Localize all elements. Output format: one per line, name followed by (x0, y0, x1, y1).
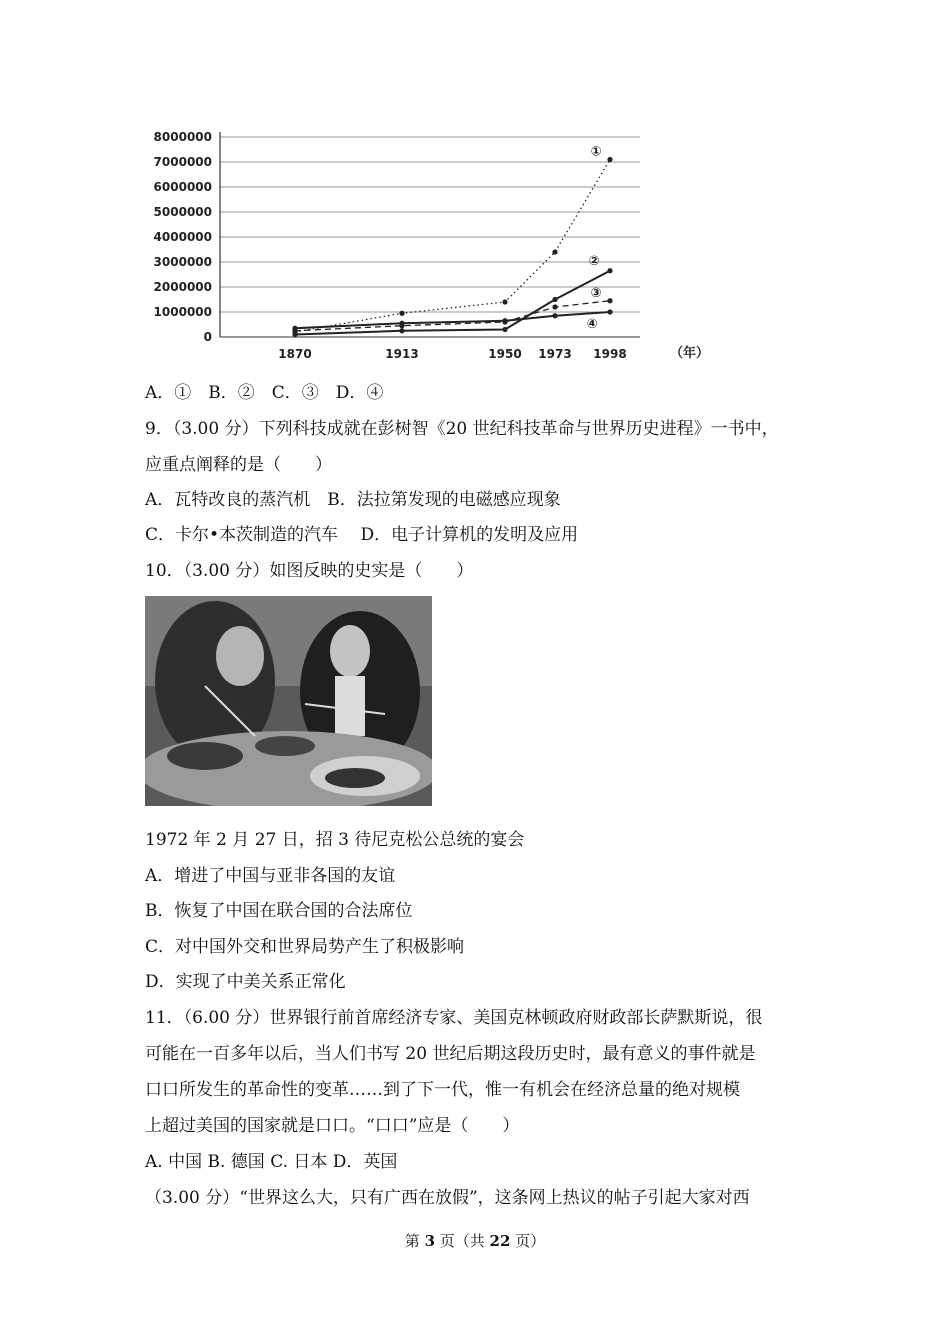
series-point (399, 321, 404, 326)
q12-stem-line1: （3.00 分）“世界这么大，只有广西在放假”，这条网上热议的帖子引起大家对西 (145, 1188, 750, 1208)
series-point (399, 328, 404, 333)
series-point (502, 299, 507, 304)
q10-stem: 10．（3.00 分）如图反映的史实是（ ） (145, 561, 474, 581)
series-point (552, 249, 557, 254)
series-point (502, 327, 507, 332)
q11-stem-line2: 可能在一百多年以后，当人们书写 20 世纪后期这段历史时，最有意义的事件就是 (145, 1044, 756, 1064)
q9-options-ab: A．瓦特改良的蒸汽机 B．法拉第发现的电磁感应现象 (145, 490, 561, 510)
series-label-1: ① (590, 144, 602, 160)
x-tick-label: 1998 (593, 347, 627, 361)
y-tick-label: 5000000 (153, 205, 212, 219)
q11-stem-line1: 11．（6.00 分）世界银行前首席经济专家、美国克林顿政府财政部长萨默斯说，很 (145, 1008, 763, 1028)
y-tick-label: 2000000 (153, 280, 212, 294)
chart-series (292, 157, 612, 337)
series-point (607, 298, 612, 303)
q8-options: A．① B．② C．③ D．④ (145, 383, 384, 403)
page-footer (0, 1230, 950, 1251)
series-point (552, 313, 557, 318)
series-label-2: ② (588, 253, 600, 269)
series-point (607, 309, 612, 314)
q10-option-b: B．恢复了中国在联合国的合法席位 (145, 901, 413, 921)
footer-prefix: 第 (404, 1232, 425, 1250)
chart-grid (220, 132, 640, 337)
y-tick-label: 1000000 (153, 305, 212, 319)
series-point (399, 311, 404, 316)
series-line-2 (295, 271, 610, 335)
y-tick-label: 7000000 (153, 155, 212, 169)
series-labels (586, 145, 601, 333)
x-tick-label: 1870 (278, 347, 312, 361)
x-tick-label: 1950 (488, 347, 522, 361)
q11-stem-line4: 上超过美国的国家就是口口。“口口”应是（ ） (145, 1116, 520, 1136)
y-tick-label: 3000000 (153, 255, 212, 269)
footer-suffix: 页） (510, 1232, 546, 1250)
footer-total-pages: 22 (489, 1232, 511, 1250)
y-tick-label: 6000000 (153, 180, 212, 194)
gdp-line-chart (140, 122, 720, 370)
q10-photo-caption: 1972 年 2 月 27 日，招 3 待尼克松公总统的宴会 (145, 830, 525, 850)
series-point (607, 157, 612, 162)
q10-option-d: D．实现了中美关系正常化 (145, 972, 346, 992)
banquet-photo-drawing (145, 596, 432, 806)
x-tick-label: 1913 (385, 347, 419, 361)
series-point (552, 304, 557, 309)
y-axis-ticks (154, 130, 212, 344)
series-point (552, 297, 557, 302)
q10-option-c: C．对中国外交和世界局势产生了积极影响 (145, 937, 465, 957)
x-axis-unit: （年） (670, 346, 710, 361)
y-tick-label: 4000000 (153, 230, 212, 244)
q11-stem-line3: 口口所发生的革命性的变革……到了下一代，惟一有机会在经济总量的绝对规模 (145, 1080, 740, 1100)
series-point (502, 318, 507, 323)
x-axis-ticks (278, 347, 626, 361)
q9-stem-line2: 应重点阐释的是（ ） (145, 455, 332, 475)
y-tick-label: 8000000 (153, 130, 212, 144)
x-tick-label: 1973 (538, 347, 572, 361)
q9-stem-line1: 9．（3.00 分）下列科技成就在彭树智《20 世纪科技革命与世界历史进程》一书中， (145, 419, 779, 439)
series-point (607, 268, 612, 273)
series-line-4 (295, 312, 610, 328)
q10-option-a: A．增进了中国与亚非各国的友谊 (145, 866, 396, 886)
footer-middle: 页（共 (435, 1232, 490, 1250)
q9-options-cd: C．卡尔•本茨制造的汽车 D．电子计算机的发明及应用 (145, 525, 579, 545)
y-tick-label: 0 (203, 330, 212, 344)
q11-options: A. 中国 B. 德国 C. 日本 D．英国 (145, 1152, 398, 1172)
series-point (292, 326, 297, 331)
banquet-photo (145, 596, 432, 806)
series-label-4: ④ (586, 317, 598, 332)
footer-page-number: 3 (424, 1232, 435, 1250)
series-label-3: ③ (590, 285, 602, 301)
